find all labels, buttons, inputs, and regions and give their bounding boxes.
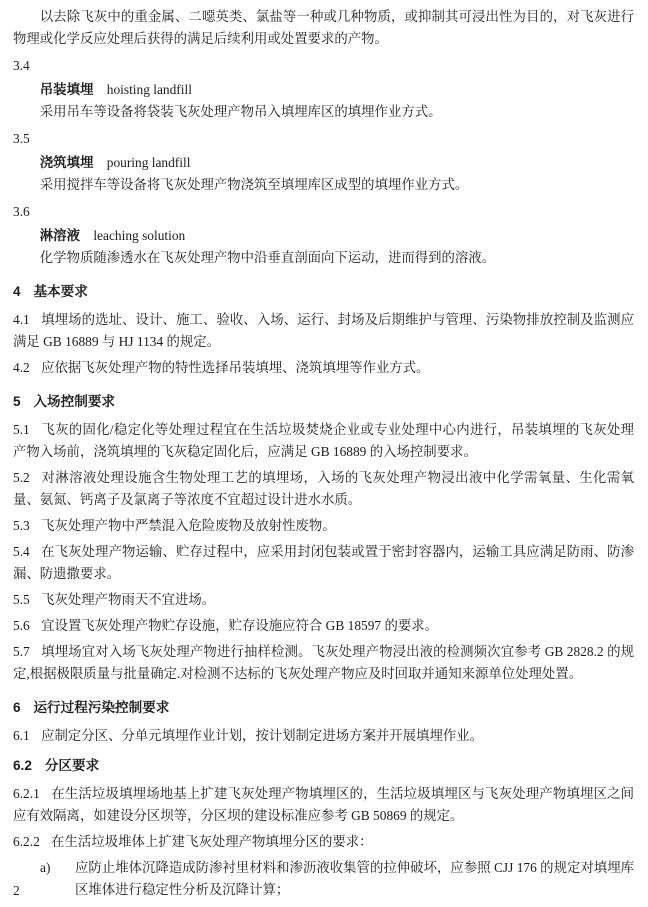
term-zh-label: 浇筑填埋 <box>39 155 94 170</box>
section-heading-6-2 <box>13 755 634 777</box>
intro-paragraph: 以去除飞灰中的重金属、二噁英类、氯盐等一种或几种物质，或抑制其可浸出性为目的，对飞灰进行物理或化学反应处理后获得的满足后续利用或处置要求的产物。 <box>13 9 634 46</box>
list-item-text: 应防止堆体沉降造成防渗衬里材料和渗沥液收集管的拉伸破坏，应参照 CJJ 176 的规定对填埋库区堆体进行稳定性分析及沉降计算； <box>75 860 634 897</box>
clause-number: 5.2 <box>13 470 30 485</box>
clause-text: 飞灰处理产物中严禁混入危险废物及放射性废物。 <box>41 518 336 533</box>
clause-number: 5.1 <box>13 422 30 437</box>
clause-5-1 <box>13 419 634 463</box>
clause-4-1 <box>13 309 634 353</box>
term-definition-3-5: 采用搅拌车等设备将飞灰处理产物浇筑至填埋库区成型的填埋作业方式。 <box>39 177 469 192</box>
clause-number: 5.4 <box>13 544 30 559</box>
section-number: 6 <box>13 700 21 715</box>
clause-text: 应制定分区、分单元填埋作业计划，按计划制定进场方案并开展填埋作业。 <box>41 728 484 743</box>
clause-4-2 <box>13 357 634 379</box>
clause-number: 6.1 <box>13 728 30 743</box>
list-marker-a: a) <box>40 860 51 875</box>
clause-text: 在生活垃圾填埋场地基上扩建飞灰处理产物填埋区的，生活垃圾填埋区与飞灰处理产物填埋区之间应有效隔离，如建设分区坝等，分区坝的建设标准应参考 GB 50869 的规定。 <box>13 786 634 823</box>
clause-number: 5.7 <box>13 644 30 659</box>
section-number: 4 <box>13 284 21 299</box>
section-title: 运行过程污染控制要求 <box>33 700 170 715</box>
page-number: 2 <box>13 883 20 898</box>
clause-text: 对淋溶液处理设施含生物处理工艺的填埋场，入场的飞灰处理产物浸出液中化学需氧量、生化需氧量、氨氮、钙离子及氯离子等浓度不宜超过设计进水水质。 <box>13 470 634 507</box>
term-zh-label: 淋溶液 <box>39 228 80 243</box>
clause-text: 填埋场的选址、设计、施工、验收、入场、运行、封场及后期维护与管理、污染物排放控制及监测应满足 GB 16889 与 HJ 1134 的规定。 <box>13 312 634 349</box>
section-title: 基本要求 <box>33 284 88 299</box>
clause-text: 在飞灰处理产物运输、贮存过程中，应采用封闭包装或置于密封容器内，运输工具应满足防雨、防渗漏、防遗撒要求。 <box>13 544 634 581</box>
term-definition-3-4: 采用吊车等设备将袋装飞灰处理产物吊入填埋库区的填埋作业方式。 <box>39 104 442 119</box>
clause-text: 飞灰处理产物雨天不宜进场。 <box>41 592 216 607</box>
clause-6-2-1 <box>13 783 634 827</box>
section-heading-6 <box>13 697 634 719</box>
clause-5-6 <box>13 615 634 637</box>
section-heading-4 <box>13 281 634 303</box>
clause-number: 5.6 <box>13 618 30 633</box>
term-number-3-6: 3.6 <box>13 204 30 219</box>
clause-text: 填埋场宜对入场飞灰处理产物进行抽样检测。飞灰处理产物浸出液的检测频次宜参考 GB 2828.2 的规定,根据极限质量与批量确定.对检测不达标的飞灰处理产物应及时回取并通知来源单位处理处置。 <box>13 644 634 681</box>
list-item-a <box>13 857 634 901</box>
clause-text: 宜设置飞灰处理产物贮存设施，贮存设施应符合 GB 18597 的要求。 <box>41 618 439 633</box>
section-title: 分区要求 <box>44 758 100 773</box>
term-number-3-5: 3.5 <box>13 131 30 146</box>
clause-text: 飞灰的固化/稳定化等处理过程宜在生活垃圾焚烧企业或专业处理中心内进行，吊装填埋的飞灰处理产物入场前，浇筑填埋的飞灰稳定固化后，应满足 GB 16889 的入场控制要求。 <box>13 422 634 459</box>
clause-6-1 <box>13 725 634 747</box>
clause-text: 在生活垃圾堆体上扩建飞灰处理产物填埋分区的要求： <box>51 834 373 849</box>
section-heading-5 <box>13 391 634 413</box>
term-definition-3-6: 化学物质随渗透水在飞灰处理产物中沿垂直剖面向下运动，进而得到的溶液。 <box>39 250 496 265</box>
term-number-3-4: 3.4 <box>13 58 30 73</box>
clause-number: 5.5 <box>13 592 30 607</box>
term-en-label: pouring landfill <box>106 155 191 170</box>
section-number: 6.2 <box>13 758 32 773</box>
section-title: 入场控制要求 <box>33 394 116 409</box>
clause-number: 5.3 <box>13 518 30 533</box>
clause-text: 应依据飞灰处理产物的特性选择吊装填埋、浇筑填埋等作业方式。 <box>41 360 430 375</box>
clause-number: 4.1 <box>13 312 30 327</box>
clause-5-7 <box>13 641 634 685</box>
term-en-label: leaching solution <box>93 228 186 243</box>
term-en-label: hoisting landfill <box>106 82 192 97</box>
clause-number: 6.2.2 <box>13 834 40 849</box>
term-title-hoisting-landfill <box>13 79 634 101</box>
clause-5-2 <box>13 467 634 511</box>
clause-6-2-2 <box>13 831 634 853</box>
term-title-pouring-landfill <box>13 152 634 174</box>
section-number: 5 <box>13 394 21 409</box>
term-zh-label: 吊装填埋 <box>39 82 94 97</box>
clause-5-5 <box>13 589 634 611</box>
term-title-leaching-solution <box>13 225 634 247</box>
clause-5-3 <box>13 515 634 537</box>
clause-number: 6.2.1 <box>13 786 40 801</box>
clause-number: 4.2 <box>13 360 30 375</box>
clause-5-4 <box>13 541 634 585</box>
